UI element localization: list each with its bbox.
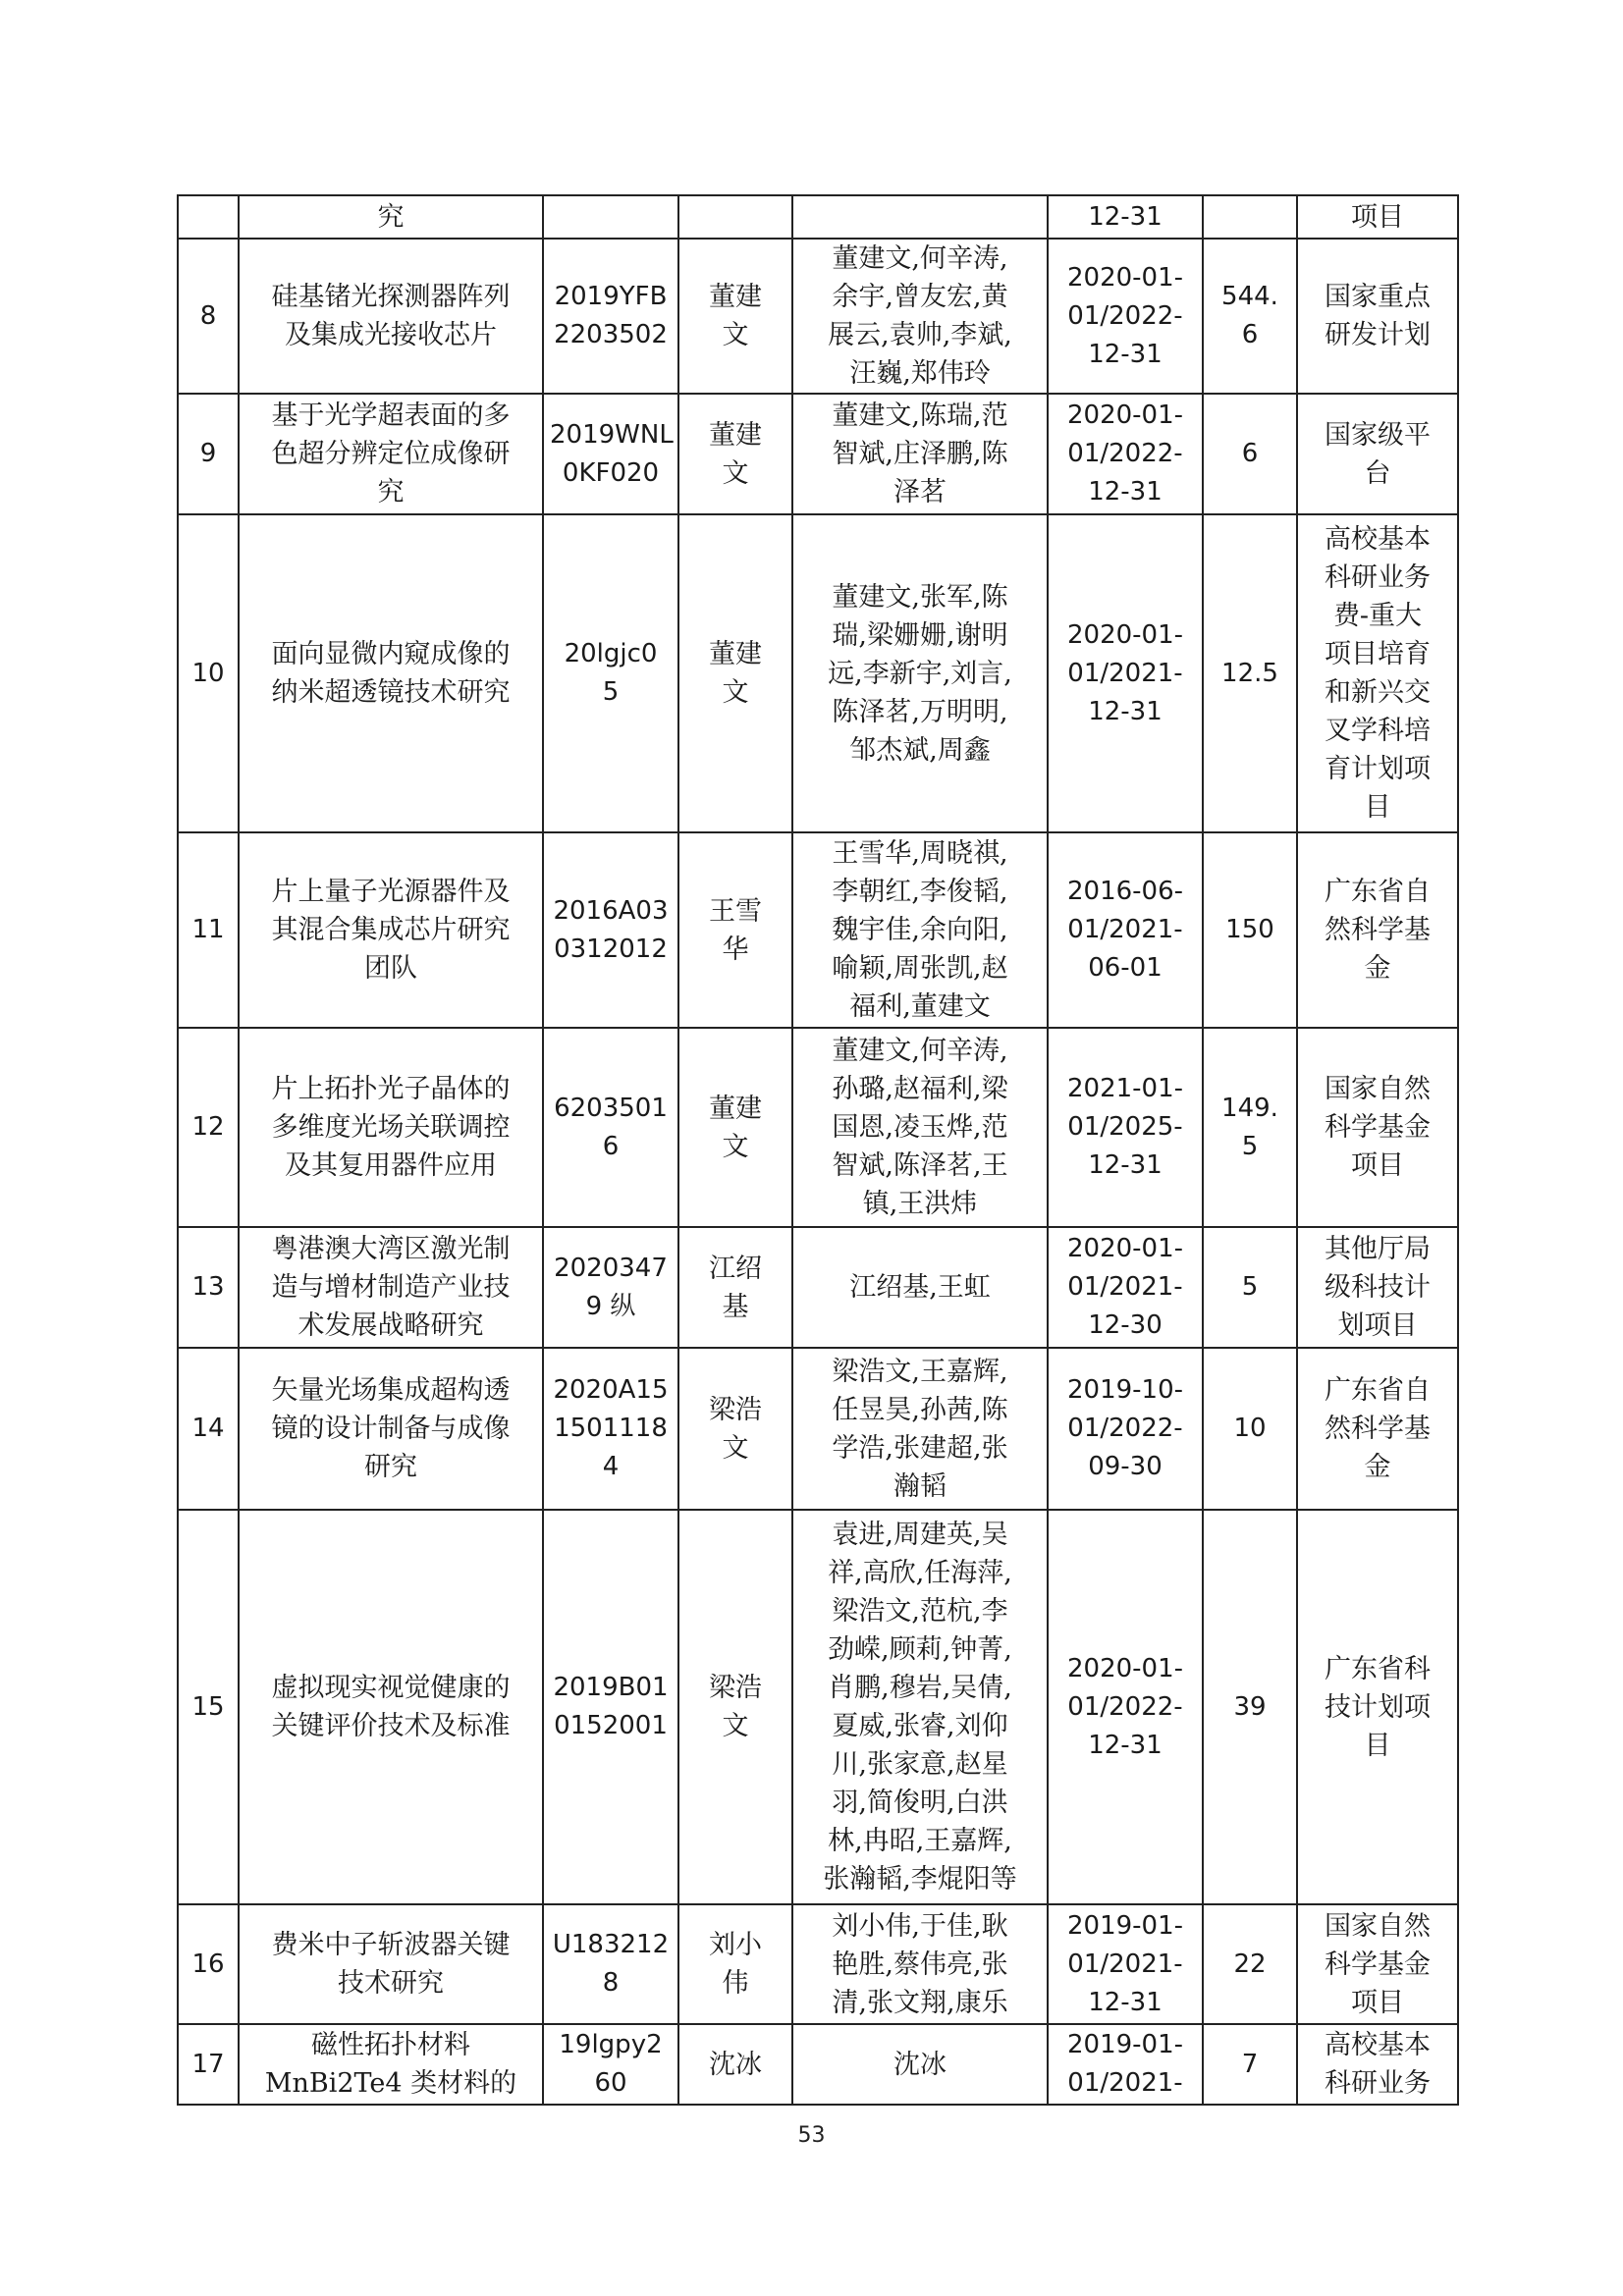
- cell-leader: 江绍 基: [678, 1227, 792, 1348]
- cell-name: 片上拓扑光子晶体的 多维度光场关联调控 及其复用器件应用: [239, 1028, 543, 1227]
- cell-name: 硅基锗光探测器阵列 及集成光接收芯片: [239, 239, 543, 394]
- cell-members: 刘小伟,于佳,耿 艳胜,蔡伟亮,张 清,张文翔,康乐: [792, 1904, 1048, 2024]
- cell-no: 14: [178, 1348, 239, 1510]
- cell-no: 12: [178, 1028, 239, 1227]
- cell-type: 广东省自 然科学基 金: [1297, 1348, 1458, 1510]
- cell-type: 其他厅局 级科技计 划项目: [1297, 1227, 1458, 1348]
- cell-no: 16: [178, 1904, 239, 2024]
- cell-name: 费米中子斩波器关键 技术研究: [239, 1904, 543, 2024]
- cell-no: 17: [178, 2024, 239, 2105]
- cell-type: 国家自然 科学基金 项目: [1297, 1904, 1458, 2024]
- table-row: [178, 195, 1458, 239]
- cell-code: 2020347 9 纵: [543, 1227, 678, 1348]
- cell-code: [543, 195, 678, 239]
- cell-code: 2019B01 0152001: [543, 1510, 678, 1904]
- cell-fund: 149. 5: [1203, 1028, 1297, 1227]
- cell-members: 董建文,何辛涛, 孙璐,赵福利,梁 国恩,凌玉烨,范 智斌,陈泽茗,王 镇,王洪炜: [792, 1028, 1048, 1227]
- cell-name: 虚拟现实视觉健康的 关键评价技术及标准: [239, 1510, 543, 1904]
- cell-fund: 39: [1203, 1510, 1297, 1904]
- cell-leader: 王雪 华: [678, 832, 792, 1028]
- cell-leader: 梁浩 文: [678, 1510, 792, 1904]
- cell-leader: [678, 195, 792, 239]
- cell-fund: 5: [1203, 1227, 1297, 1348]
- cell-period: 2020-01- 01/2022- 12-31: [1048, 1510, 1203, 1904]
- cell-name: 片上量子光源器件及 其混合集成芯片研究 团队: [239, 832, 543, 1028]
- cell-no: 11: [178, 832, 239, 1028]
- table-row: [178, 1510, 1458, 1904]
- cell-code: 20lgjc0 5: [543, 514, 678, 832]
- cell-members: 袁进,周建英,吴 祥,高欣,任海萍, 梁浩文,范杭,李 劲嵘,顾莉,钟菁, 肖鹏,穆岩,吴倩, 夏威,张睿,刘仰 川,张家意,赵星 羽,简俊明,白洪 林,冉昭,王嘉辉, 张瀚韬,李焜阳等: [792, 1510, 1048, 1904]
- cell-fund: [1203, 195, 1297, 239]
- cell-period: 12-31: [1048, 195, 1203, 239]
- cell-name: 究: [239, 195, 543, 239]
- table-row: [178, 1028, 1458, 1227]
- cell-no: 9: [178, 394, 239, 514]
- cell-fund: 22: [1203, 1904, 1297, 2024]
- cell-type: 项目: [1297, 195, 1458, 239]
- cell-members: 江绍基,王虹: [792, 1227, 1048, 1348]
- cell-type: 国家级平 台: [1297, 394, 1458, 514]
- cell-fund: 12.5: [1203, 514, 1297, 832]
- cell-members: 董建文,张军,陈 瑞,梁姗姗,谢明 远,李新宇,刘言, 陈泽茗,万明明, 邹杰斌,周鑫: [792, 514, 1048, 832]
- cell-leader: 梁浩 文: [678, 1348, 792, 1510]
- cell-period: 2020-01- 01/2021- 12-30: [1048, 1227, 1203, 1348]
- cell-code: 2020A15 1501118 4: [543, 1348, 678, 1510]
- cell-no: 13: [178, 1227, 239, 1348]
- cell-fund: 10: [1203, 1348, 1297, 1510]
- cell-members: 董建文,何辛涛, 余宇,曾友宏,黄 展云,袁帅,李斌, 汪巍,郑伟玲: [792, 239, 1048, 394]
- cell-no: 8: [178, 239, 239, 394]
- cell-code: 2019YFB 2203502: [543, 239, 678, 394]
- cell-no: [178, 195, 239, 239]
- table-row: [178, 1904, 1458, 2024]
- cell-period: 2020-01- 01/2022- 12-31: [1048, 239, 1203, 394]
- cell-period: 2021-01- 01/2025- 12-31: [1048, 1028, 1203, 1227]
- cell-fund: 6: [1203, 394, 1297, 514]
- cell-leader: 董建 文: [678, 514, 792, 832]
- cell-name: 面向显微内窥成像的 纳米超透镜技术研究: [239, 514, 543, 832]
- cell-leader: 沈冰: [678, 2024, 792, 2105]
- cell-members: 王雪华,周晓祺, 李朝红,李俊韬, 魏宇佳,余向阳, 喻颖,周张凯,赵 福利,董建文: [792, 832, 1048, 1028]
- page-number: 53: [797, 2123, 826, 2148]
- cell-type: 高校基本 科研业务: [1297, 2024, 1458, 2105]
- cell-code: 6203501 6: [543, 1028, 678, 1227]
- cell-members: 董建文,陈瑞,范 智斌,庄泽鹏,陈 泽茗: [792, 394, 1048, 514]
- table-row: [178, 239, 1458, 394]
- cell-name: 粤港澳大湾区激光制 造与增材制造产业技 术发展战略研究: [239, 1227, 543, 1348]
- table-row: [178, 1348, 1458, 1510]
- cell-leader: 董建 文: [678, 1028, 792, 1227]
- cell-fund: 544. 6: [1203, 239, 1297, 394]
- cell-leader: 刘小 伟: [678, 1904, 792, 2024]
- cell-type: 国家重点 研发计划: [1297, 239, 1458, 394]
- cell-name: 磁性拓扑材料 MnBi2Te4 类材料的: [239, 2024, 543, 2105]
- cell-members: 梁浩文,王嘉辉, 任昱昊,孙茜,陈 学浩,张建超,张 瀚韬: [792, 1348, 1048, 1510]
- table-row: [178, 1227, 1458, 1348]
- cell-period: 2019-01- 01/2021- 12-31: [1048, 1904, 1203, 2024]
- cell-name: 矢量光场集成超构透 镜的设计制备与成像 研究: [239, 1348, 543, 1510]
- cell-no: 10: [178, 514, 239, 832]
- cell-period: 2016-06- 01/2021- 06-01: [1048, 832, 1203, 1028]
- cell-period: 2020-01- 01/2022- 12-31: [1048, 394, 1203, 514]
- table-row: [178, 2024, 1458, 2105]
- cell-members: [792, 195, 1048, 239]
- cell-leader: 董建 文: [678, 394, 792, 514]
- cell-code: U183212 8: [543, 1904, 678, 2024]
- table-row: [178, 514, 1458, 832]
- cell-period: 2019-10- 01/2022- 09-30: [1048, 1348, 1203, 1510]
- cell-code: 2016A03 0312012: [543, 832, 678, 1028]
- cell-name: 基于光学超表面的多 色超分辨定位成像研 究: [239, 394, 543, 514]
- table-row: [178, 394, 1458, 514]
- cell-code: 19lgpy2 60: [543, 2024, 678, 2105]
- cell-members: 沈冰: [792, 2024, 1048, 2105]
- table-row: [178, 832, 1458, 1028]
- cell-type: 广东省科 技计划项 目: [1297, 1510, 1458, 1904]
- cell-fund: 150: [1203, 832, 1297, 1028]
- cell-leader: 董建 文: [678, 239, 792, 394]
- cell-code: 2019WNL 0KF020: [543, 394, 678, 514]
- cell-type: 高校基本 科研业务 费-重大 项目培育 和新兴交 叉学科培 育计划项 目: [1297, 514, 1458, 832]
- cell-period: 2020-01- 01/2021- 12-31: [1048, 514, 1203, 832]
- cell-period: 2019-01- 01/2021-: [1048, 2024, 1203, 2105]
- cell-fund: 7: [1203, 2024, 1297, 2105]
- cell-type: 国家自然 科学基金 项目: [1297, 1028, 1458, 1227]
- project-table: [177, 194, 1459, 2106]
- cell-type: 广东省自 然科学基 金: [1297, 832, 1458, 1028]
- cell-no: 15: [178, 1510, 239, 1904]
